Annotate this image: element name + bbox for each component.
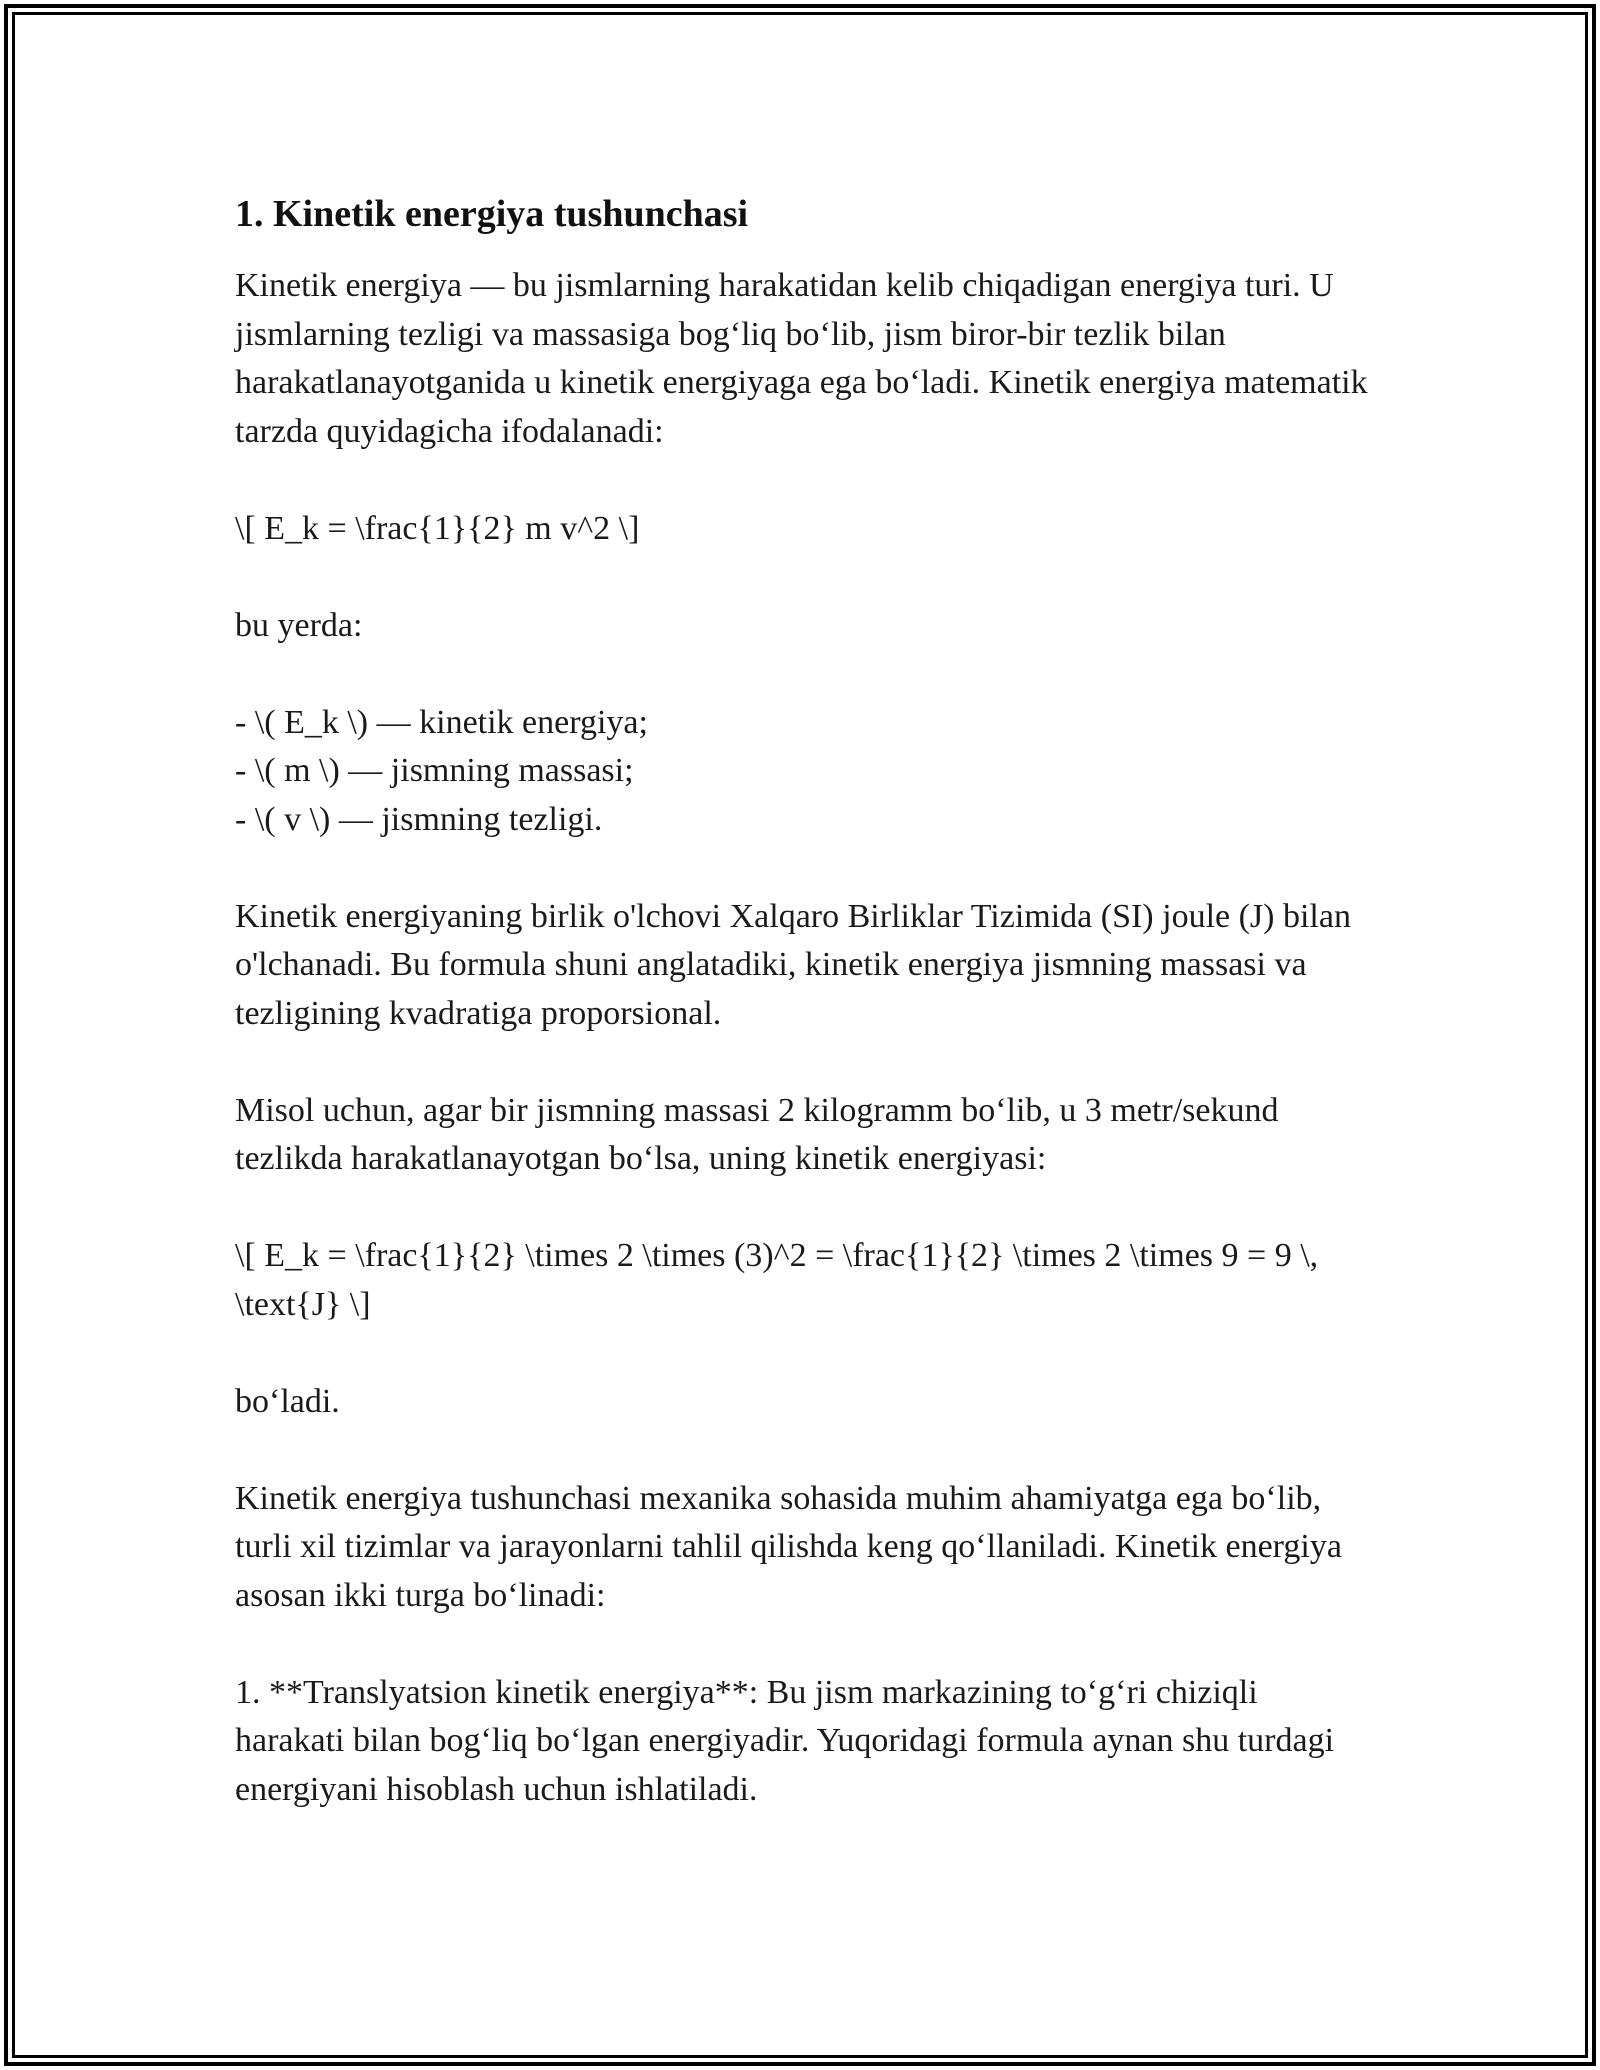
variable-list: - \( E_k \) — kinetik energiya; - \( m \) — jismning massasi; - \( v \) — jismning tezligi.: [235, 703, 648, 838]
paragraph-importance: Kinetik energiya tushunchasi mexanika sohasida muhim ahamiyatga ega bo‘lib, turli xil tizimlar va jarayonlarni tahlil qilishda keng qo‘llaniladi. Kinetik energiya asosan ikki turga bo‘linadi:: [235, 1479, 1342, 1614]
paragraph-result: bo‘ladi.: [235, 1382, 340, 1420]
section-heading: 1. Kinetik energiya tushunchasi: [235, 193, 749, 235]
paragraph-definition: Kinetik energiya — bu jismlarning harakatidan kelib chiqadigan energiya turi. U jismlarning tezligi va massasiga bog‘liq bo‘lib, jism biror-bir tezlik bilan harakatlanayotganida u kinetik energiyaga ega bo‘ladi. Kinetik energiya matematik tarzda quyidagicha ifodalanadi:: [235, 267, 1368, 450]
paragraph-where: bu yerda:: [235, 606, 363, 644]
formula-kinetic-energy: \[ E_k = \frac{1}{2} m v^2 \]: [235, 509, 640, 547]
document-body: [235, 190, 1375, 1814]
paragraph-example: Misol uchun, agar bir jismning massasi 2 kilogramm bo‘lib, u 3 metr/sekund tezlikda harakatlanayotgan bo‘lsa, uning kinetik energiyasi:: [235, 1091, 1279, 1177]
list-item-translational: 1. **Translyatsion kinetik energiya**: Bu jism markazining to‘g‘ri chiziqli harakati bilan bog‘liq bo‘lgan energiyadir. Yuqoridagi formula aynan shu turdagi energiyani hisoblash uchun ishlatiladi.: [235, 1673, 1335, 1808]
paragraph-units: Kinetik energiyaning birlik o'lchovi Xalqaro Birliklar Tizimida (SI) joule (J) bilan o'lchanadi. Bu formula shuni anglatadiki, kinetik energiya jismning massasi va tezligining kvadratiga proporsional.: [235, 897, 1351, 1032]
formula-example-calculation: \[ E_k = \frac{1}{2} \times 2 \times (3)^2 = \frac{1}{2} \times 2 \times 9 = 9 \, \text{J} \]: [235, 1237, 1319, 1323]
